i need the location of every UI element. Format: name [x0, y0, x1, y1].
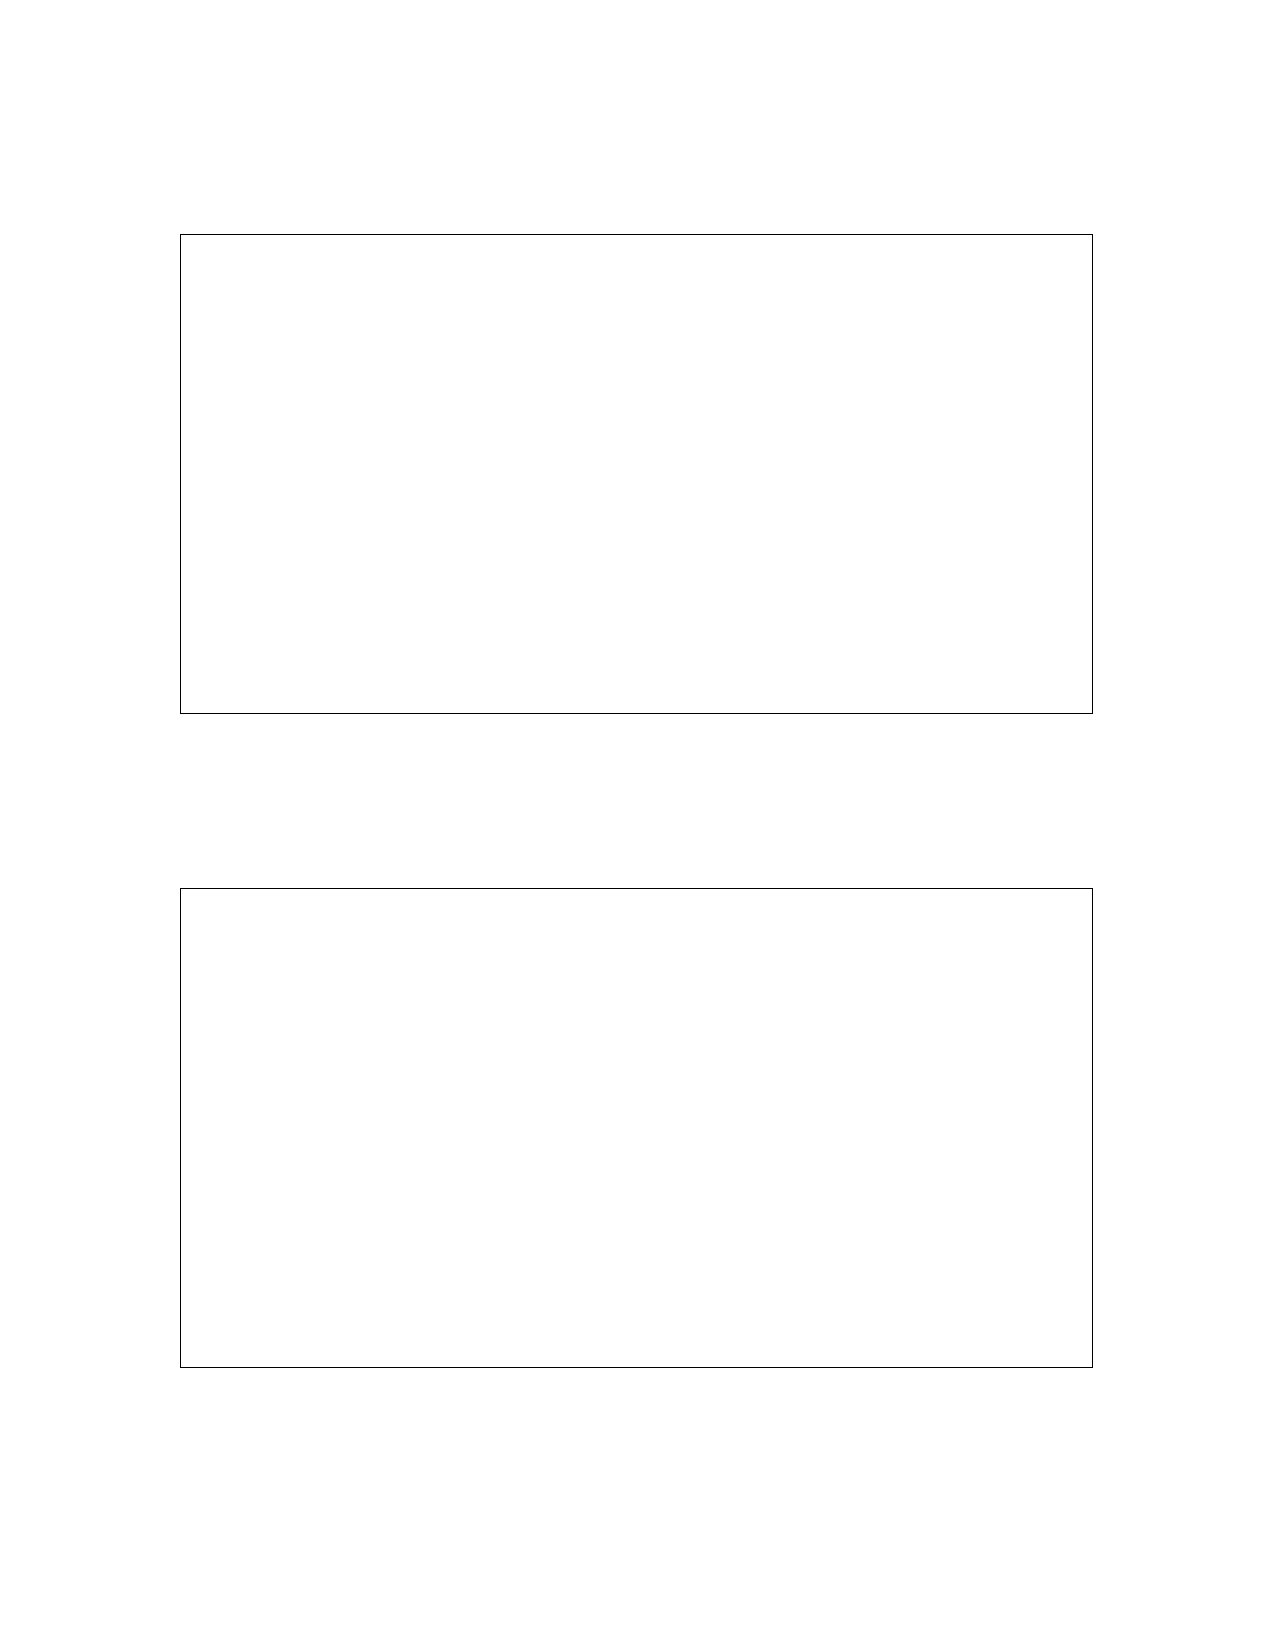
chart-panel-top: [180, 234, 1093, 714]
chart-panel-bottom: [180, 888, 1093, 1368]
chart-canvas-top: [181, 235, 1092, 713]
chart-canvas-bottom: [181, 889, 1092, 1367]
